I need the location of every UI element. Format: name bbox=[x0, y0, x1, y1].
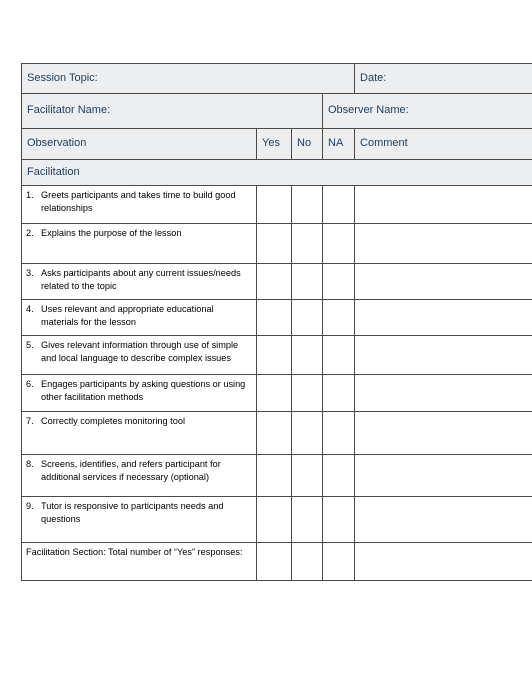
na-cell[interactable] bbox=[323, 375, 355, 412]
comment-cell[interactable] bbox=[355, 264, 532, 300]
yes-total-cell[interactable] bbox=[257, 543, 292, 581]
yes-cell[interactable] bbox=[257, 336, 292, 375]
table-row bbox=[22, 336, 532, 375]
observation-cell bbox=[22, 300, 257, 336]
session-topic-label: Session Topic: bbox=[27, 72, 98, 84]
na-cell[interactable] bbox=[323, 224, 355, 264]
observation-cell bbox=[22, 186, 257, 224]
item-text: Uses relevant and appropriate educational materials for the lesson bbox=[41, 304, 214, 327]
table-row bbox=[22, 497, 532, 543]
section-title: Facilitation bbox=[27, 166, 80, 178]
no-cell[interactable] bbox=[292, 224, 323, 264]
summary-label-cell bbox=[22, 543, 257, 581]
column-header-observation bbox=[22, 129, 257, 160]
observation-cell bbox=[22, 336, 257, 375]
item-number: 5. bbox=[26, 340, 34, 350]
table-row bbox=[22, 375, 532, 412]
date-field[interactable] bbox=[355, 64, 532, 94]
no-cell[interactable] bbox=[292, 300, 323, 336]
comment-cell[interactable] bbox=[355, 497, 532, 543]
na-cell[interactable] bbox=[323, 300, 355, 336]
na-cell[interactable] bbox=[323, 412, 355, 455]
facilitator-name-label: Facilitator Name: bbox=[27, 104, 111, 116]
item-number: 1. bbox=[26, 190, 34, 200]
comment-cell[interactable] bbox=[355, 224, 532, 264]
column-header-na bbox=[323, 129, 355, 160]
na-total-cell[interactable] bbox=[323, 543, 355, 581]
comment-cell[interactable] bbox=[355, 412, 532, 455]
observer-name-label: Observer Name: bbox=[328, 104, 409, 116]
item-text: Screens, identifies, and refers participant for additional services if necessary (optional) bbox=[41, 459, 221, 482]
observation-table bbox=[21, 63, 532, 581]
observation-cell bbox=[22, 412, 257, 455]
section-header-facilitation bbox=[22, 160, 532, 186]
yes-cell[interactable] bbox=[257, 497, 292, 543]
observation-cell bbox=[22, 497, 257, 543]
no-cell[interactable] bbox=[292, 497, 323, 543]
observation-header-label: Observation bbox=[27, 137, 87, 149]
na-cell[interactable] bbox=[323, 497, 355, 543]
yes-cell[interactable] bbox=[257, 186, 292, 224]
item-number: 7. bbox=[26, 416, 34, 426]
yes-cell[interactable] bbox=[257, 264, 292, 300]
table-row bbox=[22, 186, 532, 224]
summary-text: Facilitation Section: Total number of “Yes” responses: bbox=[26, 547, 243, 557]
yes-cell[interactable] bbox=[257, 412, 292, 455]
item-number: 3. bbox=[26, 268, 34, 278]
item-number: 6. bbox=[26, 379, 34, 389]
item-text: Engages participants by asking questions or using other facilitation methods bbox=[41, 379, 246, 402]
no-cell[interactable] bbox=[292, 186, 323, 224]
item-number: 9. bbox=[26, 501, 34, 511]
comment-cell[interactable] bbox=[355, 186, 532, 224]
item-number: 2. bbox=[26, 228, 34, 238]
no-total-cell[interactable] bbox=[292, 543, 323, 581]
no-header-label: No bbox=[297, 137, 312, 149]
na-header-label: NA bbox=[328, 137, 344, 149]
observer-name-field[interactable] bbox=[323, 94, 532, 129]
yes-cell[interactable] bbox=[257, 375, 292, 412]
comment-cell[interactable] bbox=[355, 455, 532, 497]
no-cell[interactable] bbox=[292, 336, 323, 375]
date-label: Date: bbox=[360, 72, 387, 84]
session-topic-field[interactable] bbox=[22, 64, 355, 94]
na-cell[interactable] bbox=[323, 336, 355, 375]
observation-form bbox=[21, 63, 532, 581]
comment-cell[interactable] bbox=[355, 336, 532, 375]
no-cell[interactable] bbox=[292, 455, 323, 497]
item-text: Greets participants and takes time to build good relationships bbox=[41, 190, 236, 213]
observation-cell bbox=[22, 375, 257, 412]
na-cell[interactable] bbox=[323, 455, 355, 497]
item-text: Asks participants about any current issues/needs related to the topic bbox=[41, 268, 241, 291]
table-row bbox=[22, 264, 532, 300]
item-text: Explains the purpose of the lesson bbox=[41, 228, 182, 238]
comment-cell[interactable] bbox=[355, 375, 532, 412]
observation-cell bbox=[22, 455, 257, 497]
no-cell[interactable] bbox=[292, 375, 323, 412]
yes-cell[interactable] bbox=[257, 455, 292, 497]
column-header-comment bbox=[355, 129, 532, 160]
item-text: Tutor is responsive to participants needs and questions bbox=[41, 501, 224, 524]
item-number: 4. bbox=[26, 304, 34, 314]
yes-cell[interactable] bbox=[257, 300, 292, 336]
yes-header-label: Yes bbox=[262, 137, 280, 149]
item-text: Gives relevant information through use of simple and local language to describe complex issues bbox=[41, 340, 239, 363]
table-row bbox=[22, 455, 532, 497]
table-row bbox=[22, 412, 532, 455]
observation-cell bbox=[22, 224, 257, 264]
table-row bbox=[22, 300, 532, 336]
facilitator-name-field[interactable] bbox=[22, 94, 323, 129]
item-number: 8. bbox=[26, 459, 34, 469]
no-cell[interactable] bbox=[292, 412, 323, 455]
yes-cell[interactable] bbox=[257, 224, 292, 264]
summary-row bbox=[22, 543, 532, 581]
comment-header-label: Comment bbox=[360, 137, 408, 149]
comment-cell[interactable] bbox=[355, 300, 532, 336]
column-header-no bbox=[292, 129, 323, 160]
observation-cell bbox=[22, 264, 257, 300]
no-cell[interactable] bbox=[292, 264, 323, 300]
na-cell[interactable] bbox=[323, 186, 355, 224]
column-header-yes bbox=[257, 129, 292, 160]
table-row bbox=[22, 224, 532, 264]
comment-total-cell[interactable] bbox=[355, 543, 532, 581]
na-cell[interactable] bbox=[323, 264, 355, 300]
item-text: Correctly completes monitoring tool bbox=[41, 416, 185, 426]
